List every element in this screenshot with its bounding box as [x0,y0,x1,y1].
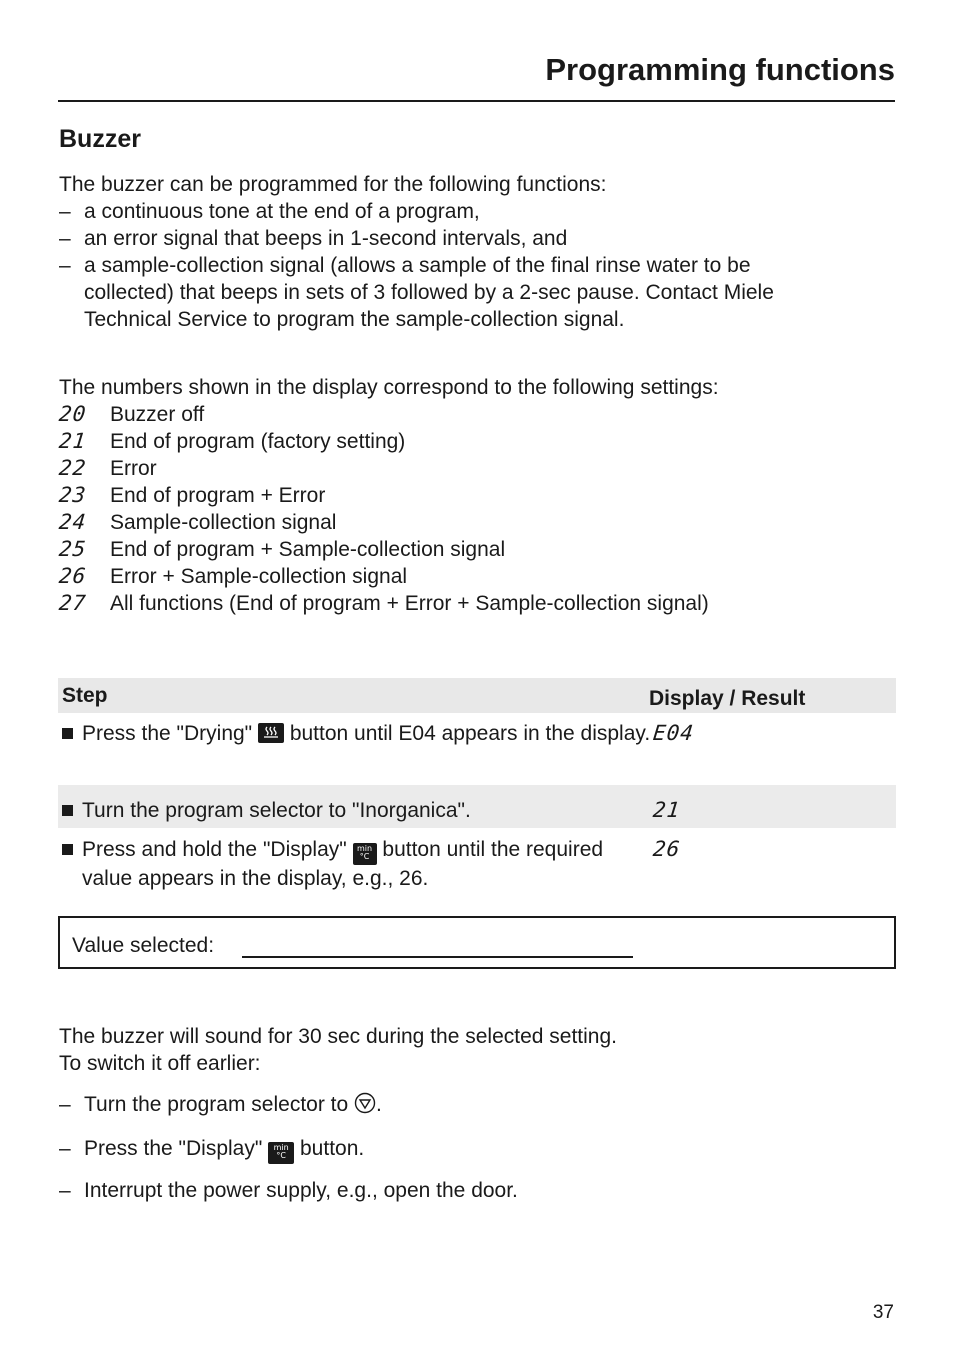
list-dash: – [59,254,71,277]
setting-code: 27 [57,591,88,615]
list-item-text: an error signal that beeps in 1-second intervals, and [84,227,568,250]
section-title: Buzzer [59,125,141,153]
setting-label: End of program + Error [110,484,326,507]
value-selected-label: Value selected: [72,934,215,957]
value-entry-line [242,956,633,958]
list-item-text: Interrupt the power supply, e.g., open the door. [84,1179,518,1202]
settings-list [59,401,889,617]
setting-label: All functions (End of program + Error + Sample-collection signal) [110,592,709,615]
setting-item [59,590,889,617]
intro-block [59,171,859,333]
setting-item [59,563,889,590]
header-divider [58,100,895,102]
setting-code: 20 [57,402,88,426]
setting-label: End of program + Sample-collection signal [110,538,506,561]
page-header-title: Programming functions [545,52,895,87]
setting-code: 25 [57,537,88,561]
settings-lead: The numbers shown in the display correspond to the following settings: [59,376,719,399]
display-readout: 21 [651,798,682,822]
setting-label: Error + Sample-collection signal [110,565,408,588]
list-dash: – [59,227,71,250]
value-selected-box [58,916,896,969]
step-text: Press the "Drying" button until E04 appears in the display. [82,722,651,745]
setting-item [59,428,889,455]
list-item [59,225,859,252]
header-result: Display / Result [649,687,806,710]
footer-line: To switch it off earlier: [59,1052,261,1075]
table-row [58,785,896,828]
list-item: – Press the "Display" min °C button. [59,1135,518,1164]
bullet-icon [62,805,73,816]
step-cell [58,836,653,898]
function-list [59,198,859,333]
list-item [59,252,859,333]
list-item-text: a sample-collection signal (allows a sample of the final rinse water to be collected) that beeps in sets of 3 followed by a 2-sec pause. Contact Miele Technical Service to program the sample-collection signal. [84,254,774,331]
setting-item [59,536,889,563]
setting-label: Error [110,457,157,480]
list-dash: – [59,200,71,223]
display-readout: E04 [651,721,696,745]
result-cell [653,836,896,898]
setting-item [59,509,889,536]
setting-code: 26 [57,564,88,588]
setting-code: 24 [57,510,88,534]
setting-label: Buzzer off [110,403,205,426]
list-item-text: Press the "Display" [84,1136,263,1160]
list-dash: – [59,1093,71,1116]
drying-button-icon [258,723,284,743]
table-row [58,828,896,898]
setting-code: 21 [57,429,88,453]
table-header [58,678,896,713]
page-number: 37 [872,1302,894,1323]
setting-code: 23 [57,483,88,507]
bullet-icon [62,844,73,855]
list-item [59,1177,518,1204]
result-cell [653,720,896,785]
step-cell [58,720,653,785]
footer-line: The buzzer will sound for 30 sec during the selected setting. [59,1025,617,1048]
switch-off-list [59,1091,518,1218]
setting-item [59,401,889,428]
step-text: Turn the program selector to "Inorganica". [82,799,471,822]
step-cell [58,797,653,828]
display-readout: 26 [651,837,682,861]
footer-block [59,1023,889,1077]
list-item-text: Turn the program selector to [84,1093,349,1116]
display-button-icon: min °C [353,843,377,865]
intro-lead: The buzzer can be programmed for the following functions: [59,173,607,196]
header-step: Step [62,684,108,707]
settings-block [59,374,889,617]
result-cell [653,797,896,828]
bullet-icon [62,728,73,739]
list-item [59,198,859,225]
list-item-text: a continuous tone at the end of a program, [84,200,480,223]
list-dash: – [59,1179,71,1202]
step-text: Press and hold the "Display" min °C button until the required value appears in the display, e.g., 26. [82,838,604,890]
display-button-icon: min °C [268,1142,294,1164]
setting-item [59,455,889,482]
stop-symbol-icon [354,1092,376,1121]
list-dash: – [59,1136,71,1160]
list-item: – Turn the program selector to . [59,1091,518,1121]
setting-label: Sample-collection signal [110,511,337,534]
table-row [58,713,896,785]
setting-item [59,482,889,509]
steps-table [58,678,896,898]
setting-label: End of program (factory setting) [110,430,406,453]
setting-code: 22 [57,456,88,480]
